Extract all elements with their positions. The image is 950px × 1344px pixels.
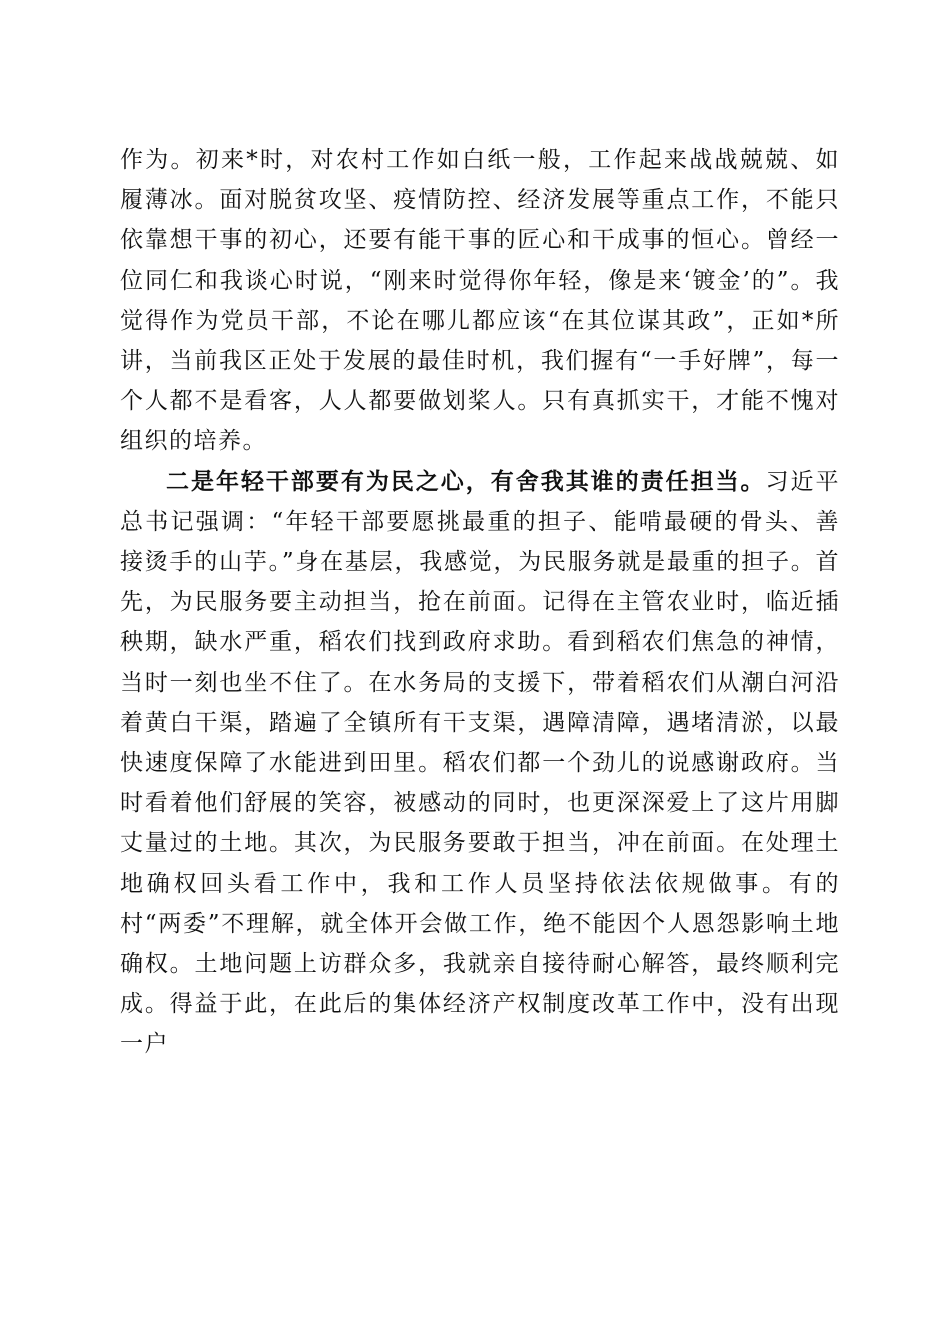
paragraph-1: 作为。初来*时，对农村工作如白纸一般，工作起来战战兢兢、如履薄冰。面对脱贫攻坚、疫情防控、经济发展等重点工作，不能只依靠想干事的初心，还要有能干事的匠心和干成事的恒心。曾经一位同仁和我谈心时说，“刚来时觉得你年轻，像是来‘镀金’的”。我觉得作为党员干部，不论在哪儿都应该“在其位谋其政”，正如*所讲，当前我区正处于发展的最佳时机，我们握有“一手好牌”，每一个人都不是看客，人人都要做划桨人。只有真抓实干，才能不愧对组织的培养。 [120,147,840,455]
paragraph-2-lead: 二是年轻干部要有为民之心，有舍我其谁的责任担当。 [166,467,766,495]
body-text [120,140,840,1065]
paragraph-2-body: 习近平总书记强调：“年轻干部要愿挑最重的担子、能啃最硬的骨头、善接烫手的山芋。”身在基层，我感觉，为民服务就是最重的担子。首先，为民服务要主动担当，抢在前面。记得在主管农业时，临近插秧期，缺水严重，稻农们找到政府求助。看到稻农们焦急的神情，当时一刻也坐不住了。在水务局的支援下，带着稻农们从潮白河沿着黄白干渠，踏遍了全镇所有干支渠，遇障清障，遇堵清淤，以最快速度保障了水能进到田里。稻农们都一个劲儿的说感谢政府。当时看着他们舒展的笑容，被感动的同时，也更深深爱上了这片用脚丈量过的土地。其次，为民服务要敢于担当，冲在前面。在处理土地确权回头看工作中，我和工作人员坚持依法依规做事。有的村“两委”不理解，就全体开会做工作，绝不能因个人恩怨影响土地确权。土地问题上访群众多，我就亲自接待耐心解答，最终顺利完成。得益于此，在此后的集体经济产权制度改革工作中，没有出现一户 [120,468,841,1058]
paragraph-2 [120,462,840,1065]
